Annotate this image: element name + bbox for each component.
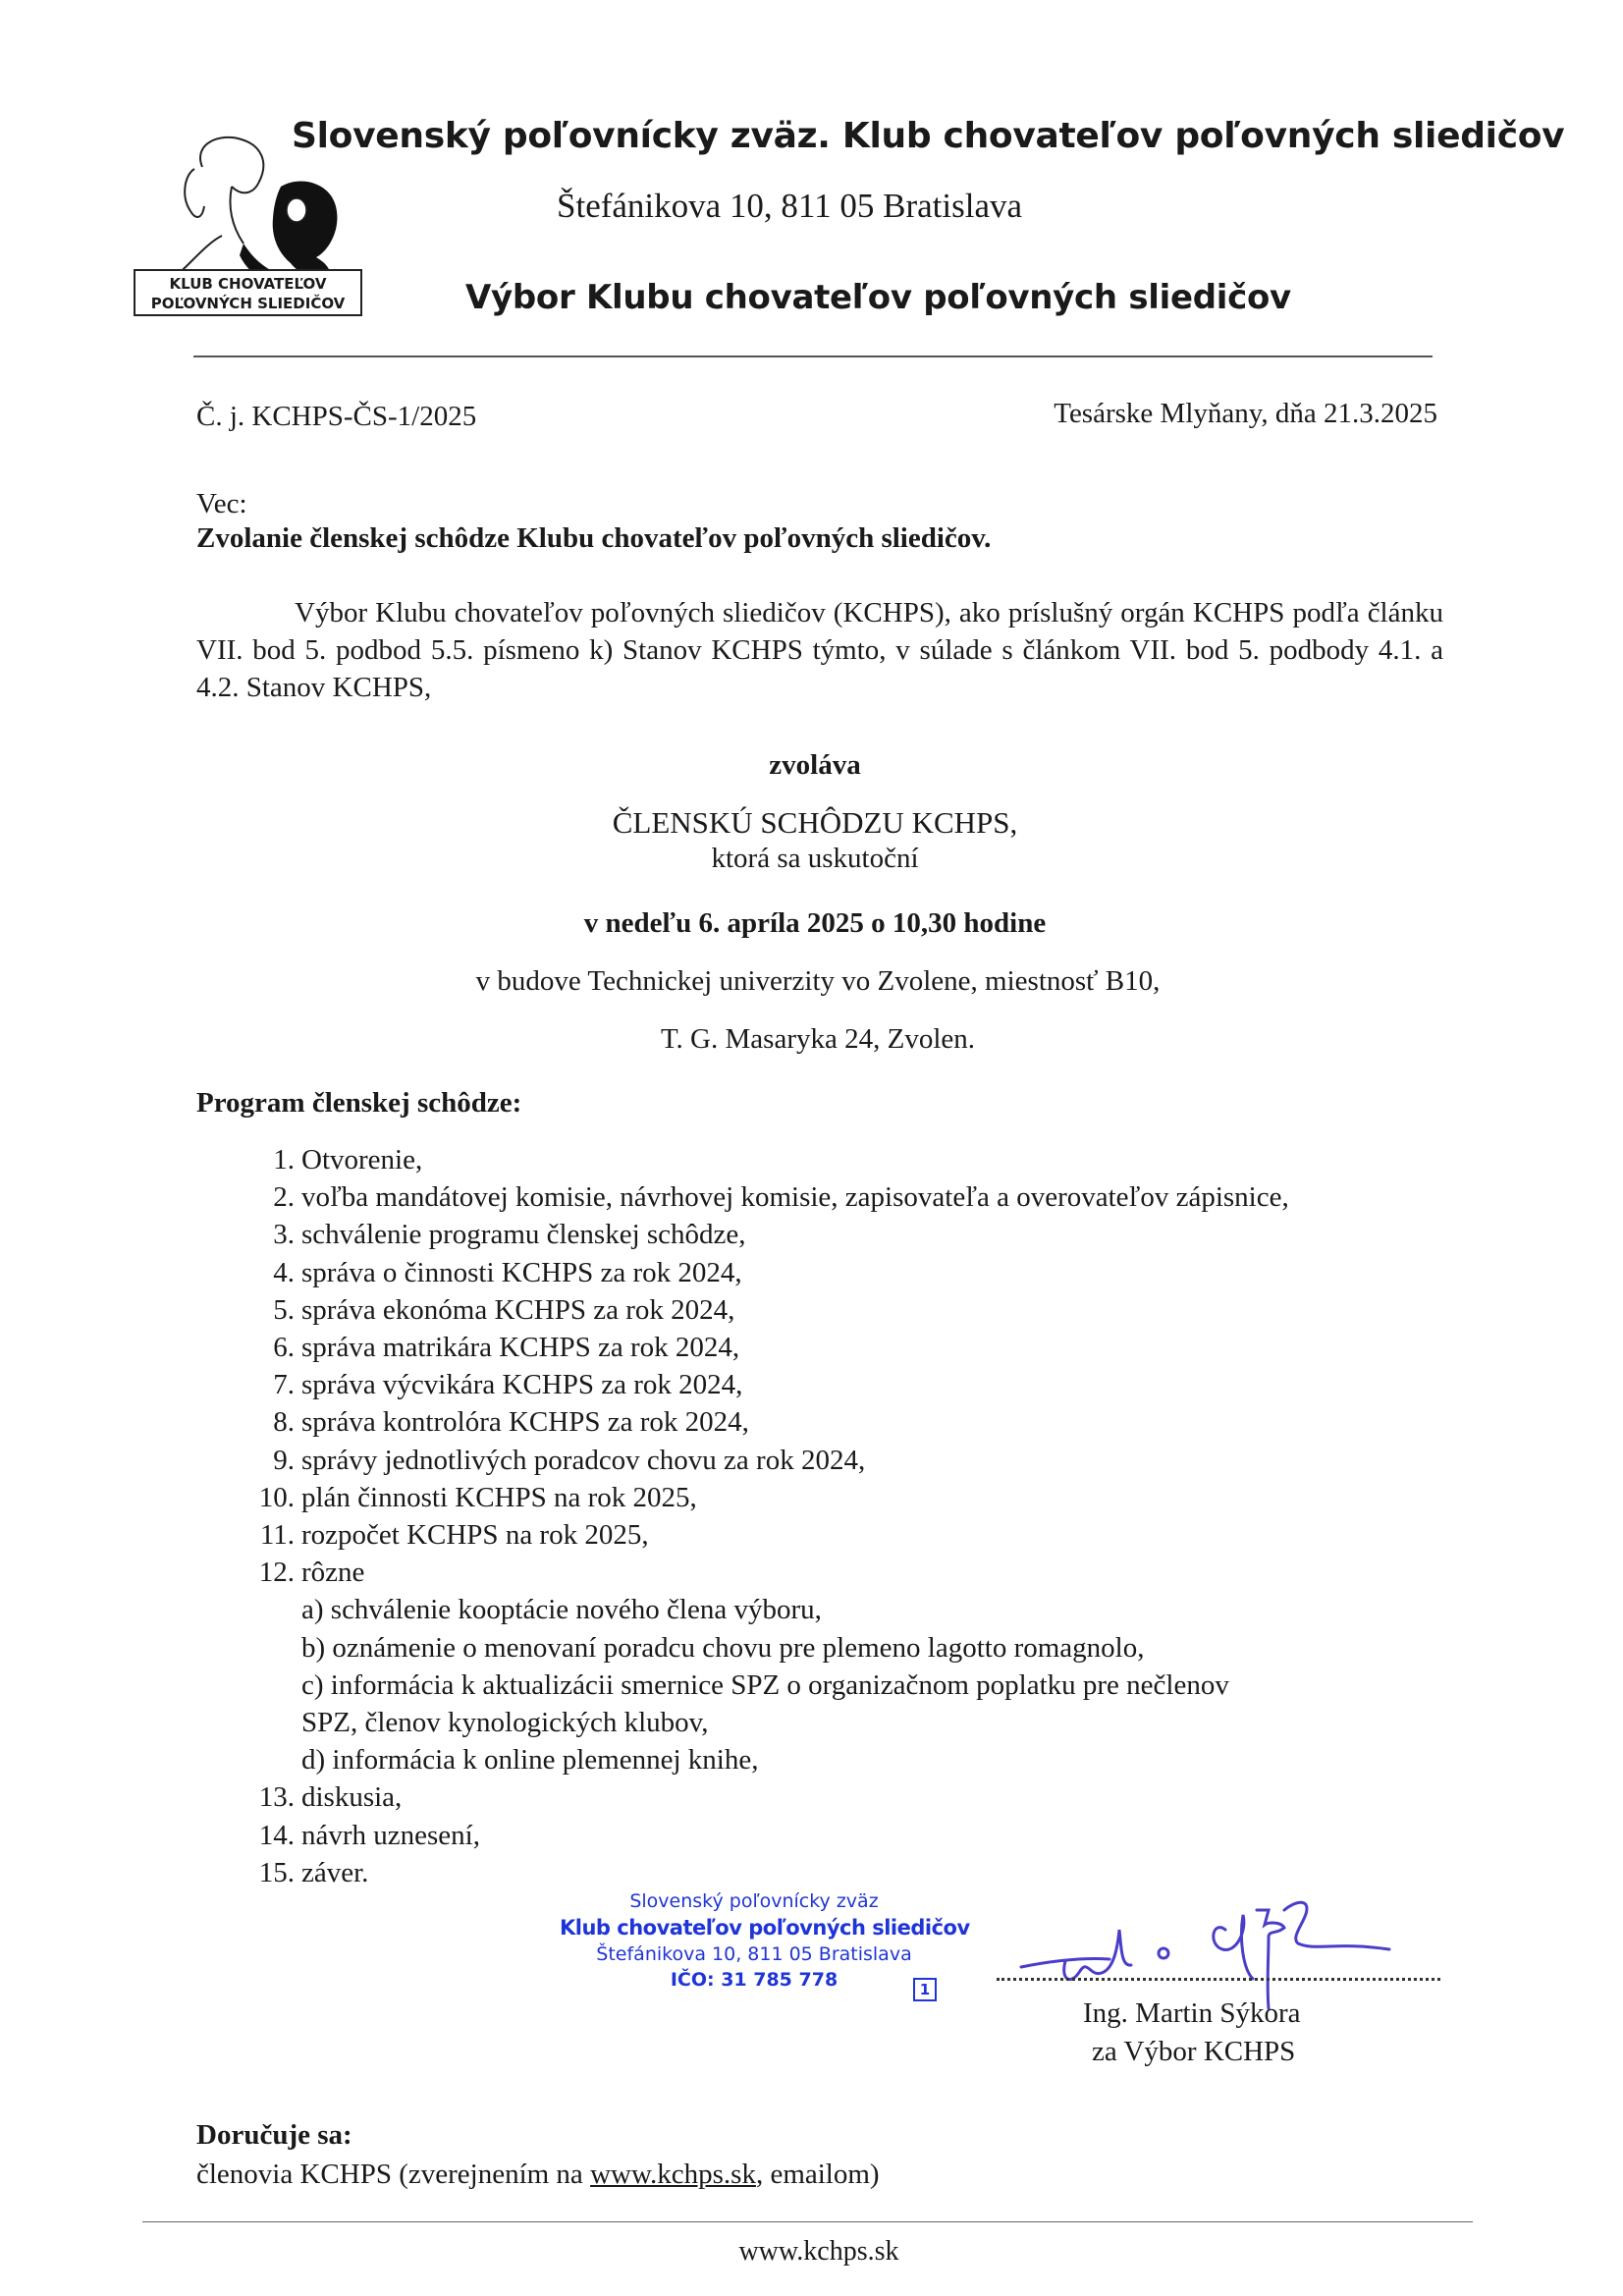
place-date: Tesárske Mlyňany, dňa 21.3.2025 <box>1054 398 1437 429</box>
convenes-heading: zvoláva <box>769 749 861 781</box>
list-subitem: SPZ, členov kynologických klubov, <box>301 1707 709 1739</box>
logo-label-line-1: KLUB CHOVATEĽOV <box>169 275 327 293</box>
list-item: 1. Otvorenie, <box>273 1144 423 1175</box>
committee-heading: Výbor Klubu chovateľov poľovných sliedičov <box>465 278 1291 317</box>
list-item: 11. rozpočet KCHPS na rok 2025, <box>259 1519 649 1552</box>
logo-label-line-2: POĽOVNÝCH SLIEDIČOV <box>150 295 346 312</box>
list-subitem: b) oznámenie o menovaní poradcu chovu pre plemeno lagotto romagnolo, <box>301 1631 1145 1664</box>
delivery-prefix: členovia KCHPS (zverejnením na <box>196 2159 591 2190</box>
handwritten-signature <box>1011 1871 1394 2018</box>
list-item: 7. správa výcvikára KCHPS za rok 2024, <box>273 1369 743 1401</box>
list-item: 6. správa matrikára KCHPS za rok 2024, <box>273 1332 740 1364</box>
list-item: 10. plán činnosti KCHPS na rok 2025, <box>258 1481 697 1513</box>
list-item: 8. správa kontrolóra KCHPS za rok 2024, <box>273 1406 749 1439</box>
program-heading: Program členskej schôdze: <box>196 1087 522 1119</box>
delivery-heading: Doručuje sa: <box>196 2119 352 2151</box>
logo-label-box <box>134 269 362 316</box>
delivery-text <box>196 2159 880 2191</box>
stamp-line-2: Klub chovateľov poľovných sliedičov <box>560 1916 970 1940</box>
subject-text: Zvolanie členskej schôdze Klubu chovateľov poľovných sliedičov. <box>196 522 992 554</box>
header-divider <box>193 355 1433 357</box>
list-item: 12. rôzne <box>258 1557 365 1589</box>
list-item: 14. návrh uznesení, <box>258 1819 480 1851</box>
subject-label: Vec: <box>196 488 247 519</box>
list-item: 9. správy jednotlivých poradcov chovu za rok 2024, <box>273 1444 866 1476</box>
list-item: 13. diskusia, <box>258 1781 403 1814</box>
signature-dotted-line <box>997 1978 1440 1981</box>
list-item: 4. správa o činnosti KCHPS za rok 2024, <box>273 1256 742 1288</box>
stamp-line-1: Slovenský poľovnícky zväz <box>629 1890 879 1912</box>
meeting-location: v budove Technickej univerzity vo Zvolene, miestnosť B10, <box>475 965 1161 997</box>
org-address: Štefánikova 10, 811 05 Bratislava <box>557 187 1023 225</box>
list-subitem: d) informácia k online plemennej knihe, <box>301 1744 759 1777</box>
club-logo <box>134 128 365 320</box>
meeting-address: T. G. Masaryka 24, Zvolen. <box>661 1023 975 1055</box>
reference-number: Č. j. KCHPS-ČS-1/2025 <box>196 401 477 432</box>
list-item: 15. záver. <box>258 1856 369 1888</box>
intro-paragraph: Výbor Klubu chovateľov poľovných sliedičov (KCHPS), ako príslušný orgán KCHPS podľa článku VII. bod 5. podbod 5.5. písmeno k) Stanov KCHPS týmto, v súlade s článkom VII. bod 5. podbody 4.1. a 4.2. Stanov KCHPS, <box>196 597 1443 703</box>
meeting-title: ČLENSKÚ SCHÔDZU KCHPS, <box>612 805 1018 840</box>
meeting-date-time: v nedeľu 6. apríla 2025 o 10,30 hodine <box>583 907 1047 939</box>
list-subitem: c) informácia k aktualizácii smernice SPZ o organizačnom poplatku pre nečlenov <box>301 1668 1229 1701</box>
list-subitem: a) schválenie kooptácie nového člena výboru, <box>301 1594 822 1626</box>
org-heading: Slovenský poľovnícky zväz. Klub chovateľov poľovných sliedičov <box>292 116 1565 156</box>
signatory-role: za Výbor KCHPS <box>1092 2036 1296 2067</box>
meeting-subtitle: ktorá sa uskutoční <box>711 843 919 874</box>
stamp-line-4: IČO: 31 785 778 <box>670 1969 839 1991</box>
list-item: 5. správa ekonóma KCHPS za rok 2024, <box>273 1293 735 1326</box>
stamp-line-3: Štefánikova 10, 811 05 Bratislava <box>596 1943 912 1965</box>
signature-icon <box>1011 1871 1394 2018</box>
footer-url[interactable]: www.kchps.sk <box>738 2236 899 2267</box>
list-item: 2. voľba mandátovej komisie, návrhovej komisie, zapisovateľa a overovateľov zápisnice, <box>273 1181 1289 1214</box>
delivery-suffix: , emailom) <box>755 2159 880 2190</box>
list-item: 3. schválenie programu členskej schôdze, <box>273 1219 746 1251</box>
footer-divider <box>142 2221 1473 2222</box>
stamp-number-box: 1 <box>913 1978 937 2001</box>
website-link[interactable]: www.kchps.sk <box>590 2159 756 2190</box>
program-list <box>240 1141 1289 1891</box>
signatory-name: Ing. Martin Sýkora <box>1083 1997 1301 2029</box>
organization-stamp <box>560 1890 970 1991</box>
